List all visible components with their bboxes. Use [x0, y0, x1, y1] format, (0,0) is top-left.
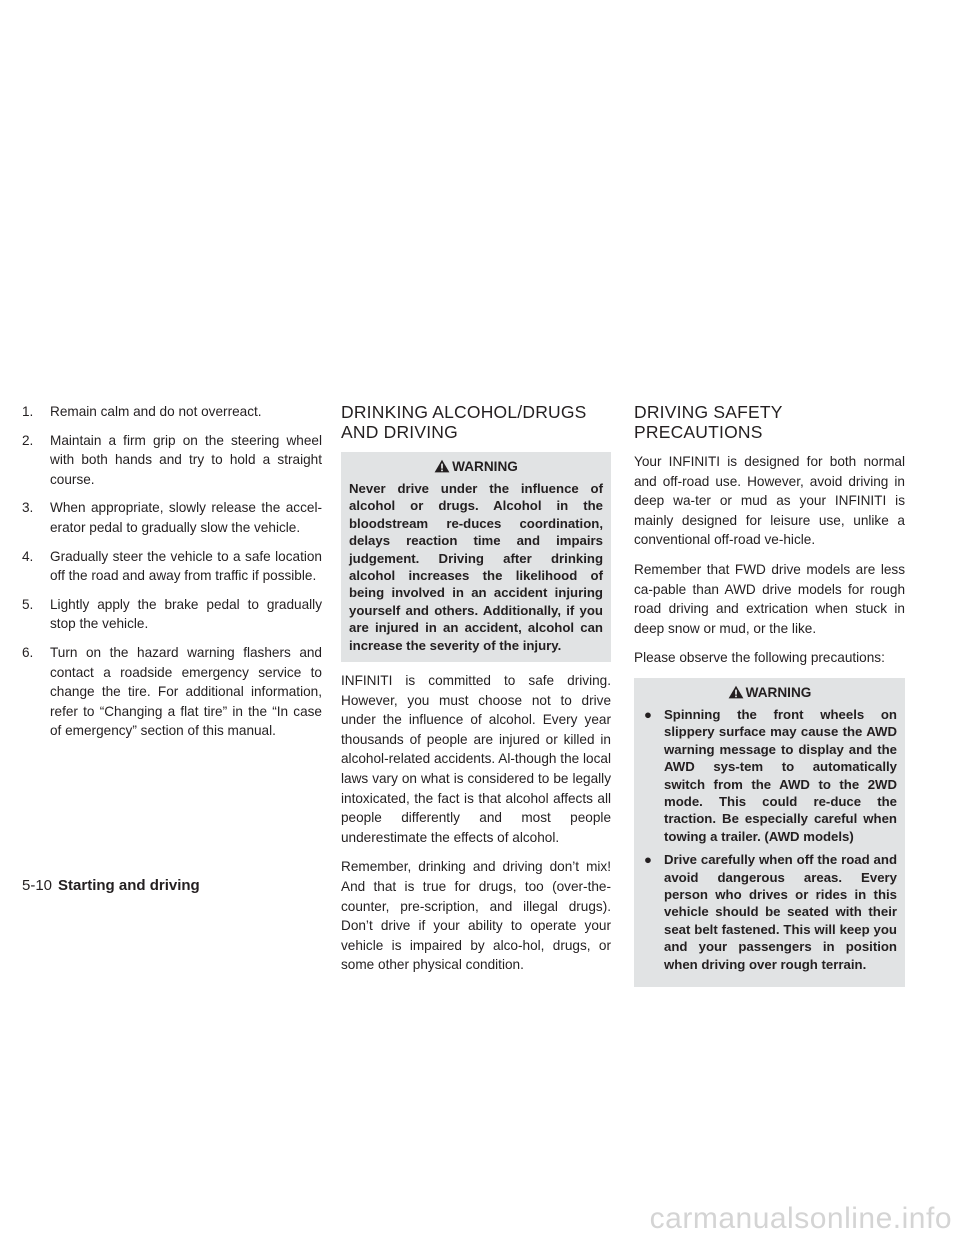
list-item: 2. Maintain a firm grip on the steering wheel with both hands and try to hold a straight course.: [22, 432, 322, 487]
bullet-icon: ●: [644, 706, 652, 722]
warning-list: [642, 706, 897, 973]
section-heading-alcohol: DRINKING ALCOHOL/DRUGS AND DRIVING: [341, 402, 587, 442]
warning-header: [349, 458, 603, 476]
list-item: ● Drive carefully when off the road and avoid dangerous areas. Every person who drives or rides in this vehicle should be seated with their seat belt fastened. This will keep you and your passengers in position when driving over rough terrain.: [644, 852, 897, 972]
page-footer: [22, 876, 200, 896]
warning-triangle-icon: [728, 685, 744, 699]
column-safety: [634, 402, 905, 996]
list-item: 1. Remain calm and do not overreact.: [22, 404, 262, 419]
paragraph: Remember, drinking and driving don’t mix! And that is true for drugs, too (over-the-counter, pre-scription, and illegal drugs). Don’t drive if your ability to operate your vehicle is impaired by alco-hol, drugs, or some other physical condition.: [341, 859, 611, 973]
warning-box-safety: [634, 678, 905, 987]
watermark: carmanualsonline.info: [649, 1202, 952, 1235]
section-title: Starting and driving: [58, 877, 200, 894]
list-item: 6. Turn on the hazard warning flashers and contact a roadside emergency service to change the tire. For additional information, refer to “Changing a flat tire” in the “In case of emergency” section of this manual.: [22, 644, 322, 739]
list-item: 5. Lightly apply the brake pedal to gradually stop the vehicle.: [22, 596, 322, 632]
bullet-icon: ●: [644, 852, 652, 868]
steps-list: [22, 402, 322, 741]
warning-header: [642, 684, 897, 702]
warning-triangle-icon: [434, 459, 450, 473]
list-item: 3. When appropriate, slowly release the accel-erator pedal to gradually slow the vehicle.: [22, 500, 322, 535]
paragraph: Remember that FWD drive models are less ca-pable than AWD drive models for rough road driving and extrication when stuck in deep snow or mud, or the like.: [634, 561, 905, 636]
warning-box-alcohol: [341, 452, 611, 662]
column-alcohol: [341, 402, 611, 985]
paragraph: INFINITI is committed to safe driving. However, you must choose not to drive under the influence of alcohol. Every year thousands of people are injured or killed in alcohol-related accidents. Al-though the local laws vary on what is considered to be legally intoxicated, the fact is that alcohol affects all people differently and most people underestimate the effects of alcohol.: [341, 673, 611, 845]
list-item: 4. Gradually steer the vehicle to a safe location off the road and away from traffic if possible.: [22, 548, 322, 584]
paragraph: Please observe the following precautions:: [634, 650, 885, 666]
section-heading-safety: DRIVING SAFETY PRECAUTIONS: [634, 402, 783, 442]
list-item: ● Spinning the front wheels on slippery surface may cause the AWD warning message to display and the AWD sys-tem to automatically switch from the AWD to the 2WD mode. This could re-duce the traction. Be especially careful when towing a trailer. (AWD models): [644, 706, 897, 844]
warning-label: WARNING: [745, 684, 812, 700]
page-number: 5-10: [22, 877, 53, 894]
warning-label: WARNING: [452, 459, 518, 474]
warning-text: Never drive under the influence of alcohol or drugs. Alcohol in the bloodstream re-duces coordination, delays reaction time and impairs judgement. Driving after drinking alcohol increases the likelihood of being involved in an accident injuring yourself and others. Additionally, if you are injured in an accident, alcohol can increase the severity of the injury.: [349, 481, 603, 653]
paragraph: Your INFINITI is designed for both normal and off-road use. However, avoid driving in deep wa-ter or mud as your INFINITI is mainly designed for leisure use, unlike a conventional off-road ve-hicle.: [634, 454, 905, 548]
column-steps: [22, 402, 322, 750]
